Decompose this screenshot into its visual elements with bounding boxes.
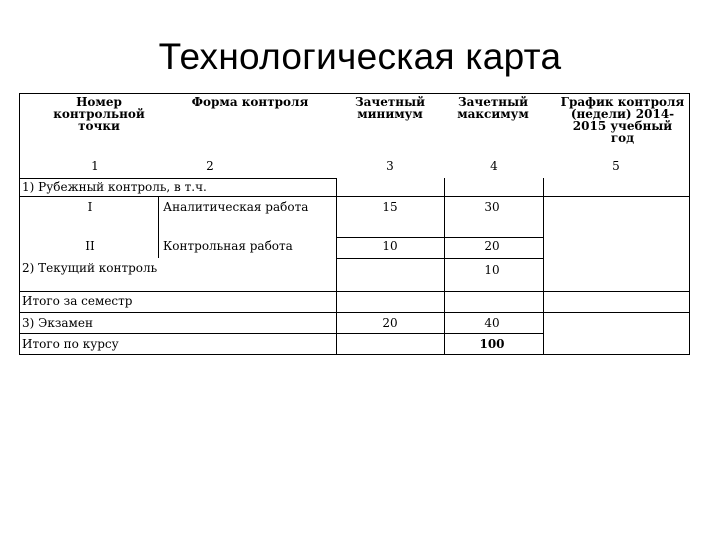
column-divider xyxy=(543,178,544,354)
header-schedule: График контроля (недели) 2014-2015 учебный год xyxy=(560,95,685,145)
milestone-2-form: Контрольная работа xyxy=(163,239,293,253)
column-number: 2 xyxy=(206,159,214,173)
column-divider xyxy=(158,196,159,258)
current-control-label: 2) Текущий контроль xyxy=(22,261,158,275)
row-divider xyxy=(20,196,689,197)
column-number: 3 xyxy=(386,159,394,173)
milestone-1-min: 15 xyxy=(382,200,398,214)
column-number: 4 xyxy=(490,159,498,173)
milestone-1-number: I xyxy=(87,200,93,214)
row-divider xyxy=(336,258,543,259)
page-title: Технологическая карта xyxy=(158,36,562,77)
milestone-1-form: Аналитическая работа xyxy=(163,200,309,214)
milestone-label: 1) Рубежный контроль, в т.ч. xyxy=(22,180,207,194)
technology-map-table xyxy=(19,93,690,355)
current-control-max: 10 xyxy=(484,263,500,277)
header-min: Зачетный минимум xyxy=(355,95,425,121)
course-total-max: 100 xyxy=(479,337,505,351)
milestone-2-max: 20 xyxy=(484,239,500,253)
column-divider xyxy=(444,178,445,354)
header-form: Форма контроля xyxy=(191,95,309,109)
exam-min: 20 xyxy=(382,316,398,330)
row-divider xyxy=(20,291,689,292)
row-divider xyxy=(20,178,336,179)
header-max: Зачетный максимум xyxy=(457,95,529,121)
semester-total-label: Итого за семестр xyxy=(22,294,133,308)
column-number: 5 xyxy=(612,159,620,173)
course-total-label: Итого по курсу xyxy=(22,337,119,351)
exam-max: 40 xyxy=(484,316,500,330)
milestone-1-max: 30 xyxy=(484,200,500,214)
column-divider xyxy=(336,178,337,354)
exam-label: 3) Экзамен xyxy=(22,316,93,330)
header-point: Номер контрольной точки xyxy=(53,95,145,133)
milestone-2-min: 10 xyxy=(382,239,398,253)
milestone-2-number: II xyxy=(85,239,95,253)
row-divider xyxy=(20,333,543,334)
row-divider xyxy=(20,312,689,313)
column-number: 1 xyxy=(91,159,99,173)
row-divider xyxy=(336,237,543,238)
